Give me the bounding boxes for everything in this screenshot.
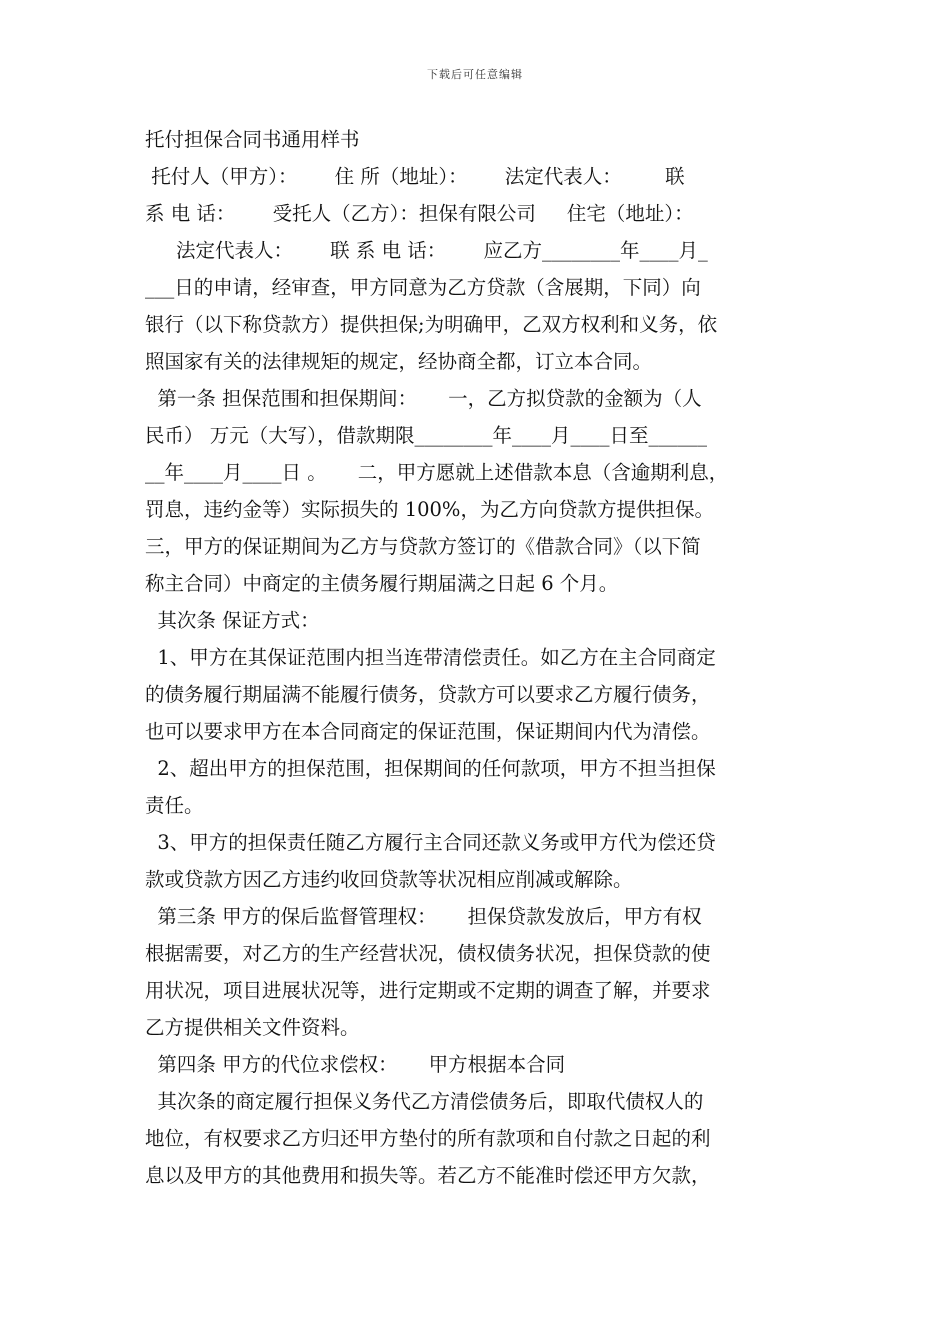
document-line: 其次条的商定履行担保义务代乙方清偿债务后，即取代债权人的 <box>145 1090 704 1113</box>
document-line: 也可以要求甲方在本合同商定的保证范围，保证期间内代为清偿。 <box>145 720 711 743</box>
document-line: 法定代表人： 联 系 电 话： 应乙方________年____月_ <box>145 239 708 262</box>
document-line: 三，甲方的保证期间为乙方与贷款方签订的《借款合同》（以下简 <box>145 535 701 558</box>
document-line: 照国家有关的法律规矩的规定，经协商全都，订立本合同。 <box>145 350 653 373</box>
document-line: 2、超出甲方的担保范围，担保期间的任何款项，甲方不担当担保 <box>145 757 716 780</box>
document-body <box>145 121 807 1194</box>
document-line: ___日的申请，经审查，甲方同意为乙方贷款（含展期，下同）向 <box>145 276 701 299</box>
document-line: 第一条 担保范围和担保期间： 一，乙方拟贷款的金额为（人 <box>145 387 702 410</box>
document-line: 第三条 甲方的保后监督管理权： 担保贷款发放后，甲方有权 <box>145 905 702 928</box>
document-line: 地位，有权要求乙方归还甲方垫付的所有款项和自付款之日起的利 <box>145 1127 711 1150</box>
document-line: 1、甲方在其保证范围内担当连带清偿责任。如乙方在主合同商定 <box>145 646 716 669</box>
document-line: 乙方提供相关文件资料。 <box>145 1016 360 1039</box>
document-line: 称主合同）中商定的主债务履行期届满之日起 6 个月。 <box>145 572 619 595</box>
document-line: 银行（以下称贷款方）提供担保;为明确甲，乙双方权利和义务，依 <box>145 313 718 336</box>
document-title: 托付担保合同书通用样书 <box>145 128 360 151</box>
document-line: 用状况，项目进展状况等，进行定期或不定期的调查了解，并要求 <box>145 979 711 1002</box>
document-line: 责任。 <box>145 794 204 817</box>
document-line: 罚息，违约金等）实际损失的 100%，为乙方向贷款方提供担保。 <box>145 498 714 521</box>
document-line: 系 电 话： 受托人（乙方）：担保有限公司 住宅（地址）： <box>145 202 694 225</box>
document-line: __年____月____日 。 二，甲方愿就上述借款本息（含逾期利息， <box>145 461 729 484</box>
document-line: 其次条 保证方式： <box>145 609 320 632</box>
document-line: 根据需要，对乙方的生产经营状况，债权债务状况，担保贷款的使 <box>145 942 711 965</box>
document-line: 的债务履行期届满不能履行债务，贷款方可以要求乙方履行债务， <box>145 683 711 706</box>
document-line: 息以及甲方的其他费用和损失等。若乙方不能准时偿还甲方欠款， <box>145 1164 711 1187</box>
document-line: 民币） 万元（大写），借款期限________年____月____日至______ <box>145 424 707 447</box>
document-line: 款或贷款方因乙方违约收回贷款等状况相应削减或解除。 <box>145 868 633 891</box>
page-header-note: 下载后可任意编辑 <box>427 68 523 81</box>
document-line: 3、甲方的担保责任随乙方履行主合同还款义务或甲方代为偿还贷 <box>145 831 716 854</box>
document-line: 第四条 甲方的代位求偿权： 甲方根据本合同 <box>145 1053 566 1076</box>
document-line: 托付人（甲方）： 住 所（地址）： 法定代表人： 联 <box>145 165 685 188</box>
